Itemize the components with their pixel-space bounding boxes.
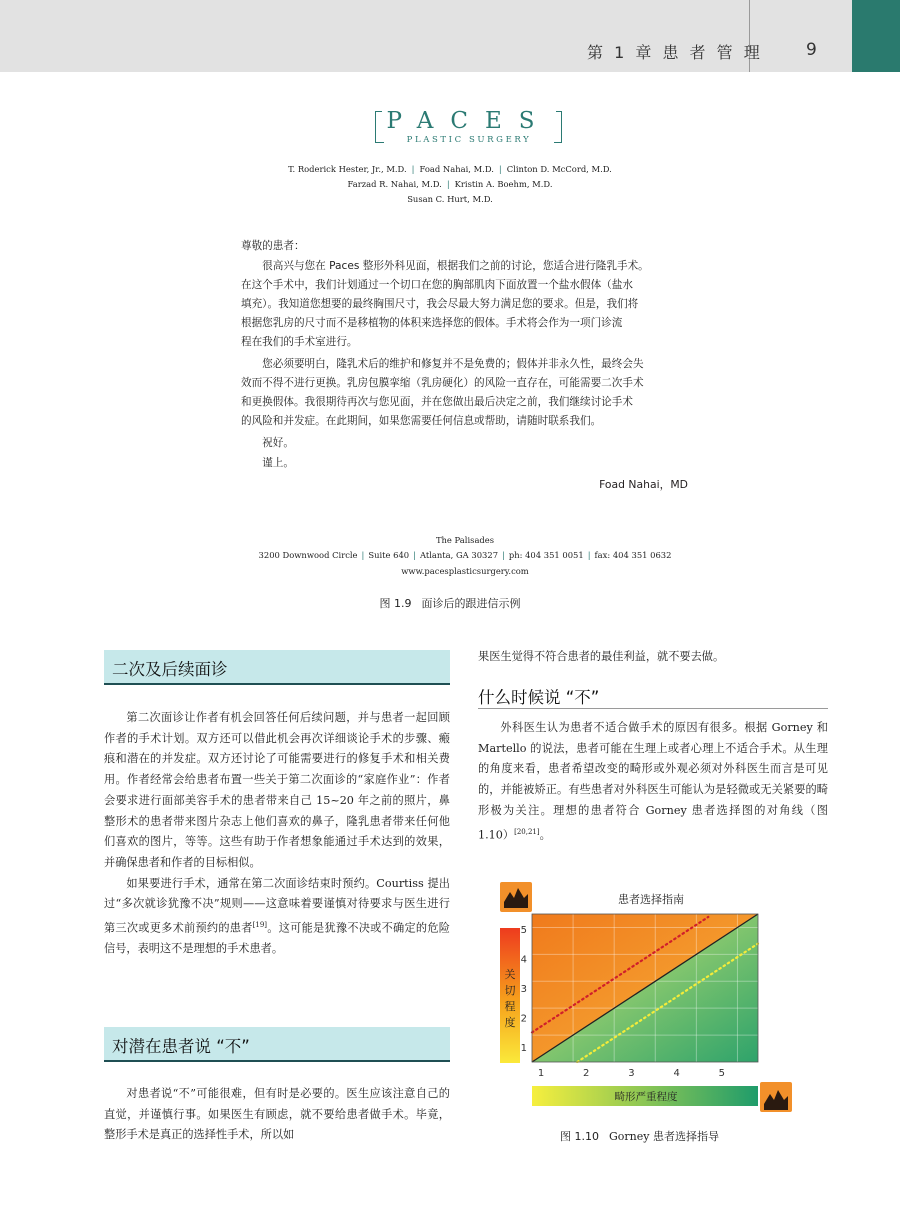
section-rule bbox=[104, 683, 450, 685]
doctor-name: Foad Nahai, M.D. bbox=[419, 164, 494, 174]
footer-line-1: The Palisades bbox=[435, 535, 495, 545]
y-tick-label: 2 bbox=[520, 1013, 527, 1025]
letter-closing-1: 祝好。 bbox=[241, 437, 294, 449]
figure-caption-text: Gorney 患者选择指导 bbox=[609, 1130, 719, 1143]
paragraph-text: 。 bbox=[539, 828, 551, 842]
y-tick-label: 5 bbox=[520, 924, 527, 936]
paragraph: 对患者说“不”可能很难，但有时是必要的。医生应该注意自己的直觉，并谨慎行事。如果医生有顾虑，就不要给患者做手术。毕竟，整形手术是真正的选择性手术，所以如 bbox=[104, 1087, 450, 1142]
letter-line: 和更换假体。我很期待再次与您见面，并在您做出最后决定之前，我们继续讨论手术 bbox=[241, 396, 633, 408]
patient-selection-chart bbox=[496, 878, 812, 1118]
chart-title: 患者选择指南 bbox=[618, 893, 684, 906]
figure-1-9-caption bbox=[200, 595, 700, 611]
chapter-tab bbox=[852, 0, 900, 72]
letter-line: 填充）。我知道您想要的最终胸围尺寸，我会尽最大努力满足您的要求。但是，我们将 bbox=[241, 298, 639, 310]
section-followup-body bbox=[104, 708, 450, 960]
doctor-name: T. Roderick Hester, Jr., M.D. bbox=[288, 164, 407, 174]
doctors-line-3: Susan C. Hurt, M.D. bbox=[407, 194, 493, 204]
letter-line: 效而不得不进行更换。乳房包膜挛缩（乳房硬化）的风险一直存在，可能需要二次手术 bbox=[241, 377, 644, 389]
y-tick-label: 3 bbox=[520, 984, 527, 995]
letter-line: 程在我们的手术室进行。 bbox=[241, 336, 358, 348]
letter-paragraph-2 bbox=[241, 355, 681, 431]
figure-1-10-caption bbox=[560, 1128, 719, 1144]
paragraph: 第二次面诊让作者有机会回答任何后续问题，并与患者一起回顾作者的手术计划。双方还可以借此机会再次详细谈论手术的步骤、瘢痕和潜在的并发症。双方还讨论了可能需要进行的修复手术和相关费用。作者经常会给患者布置一些关于第二次面诊的“家庭作业”：作者会要求进行面部美容手术的患者带来自己 15~20 年之前的照片，鼻整形术的患者带来图片杂志上他们喜欢的鼻子，隆乳患者带来任何他们喜欢的图片，等等。这些有助于作者想象能通过手术达到的效果，并确保患者和作者的目标相似。 bbox=[104, 711, 450, 869]
figure-label: 图 1.10 bbox=[560, 1130, 599, 1143]
plot-area bbox=[521, 914, 758, 1079]
section-title-followup: 二次及后续面诊 bbox=[112, 660, 228, 679]
section-title-say-no: 对潜在患者说 “不” bbox=[112, 1037, 250, 1056]
crowd-icon bbox=[500, 882, 532, 912]
letter-line: 的风险和并发症。在此期间，如果您需要任何信息或帮助，请随时联系我们。 bbox=[241, 415, 602, 427]
footer-item: 3200 Downwood Circle bbox=[258, 550, 358, 560]
citation: [19] bbox=[252, 921, 268, 930]
crowd-icon-small bbox=[760, 1082, 792, 1112]
letter-paragraph-1 bbox=[241, 257, 681, 352]
doctor-name: Kristin A. Boehm, M.D. bbox=[454, 179, 553, 189]
footer-item: ph: 404 351 0051 bbox=[508, 550, 584, 560]
logo-subtitle: PLASTIC SURGERY bbox=[384, 135, 554, 145]
y-tick-label: 1 bbox=[520, 1043, 527, 1055]
x-tick-label: 5 bbox=[718, 1068, 726, 1079]
citation: [20,21] bbox=[514, 827, 540, 836]
letter-line: 在这个手术中，我们计划通过一个切口在您的胸部肌肉下面放置一个盐水假体（盐水 bbox=[241, 279, 633, 291]
logo-paces: PACES bbox=[382, 108, 556, 134]
letter-salutation: 尊敬的患者： bbox=[241, 240, 305, 252]
paragraph-text: 。这可能是犹豫不决或不确定的危险信号，表明这不是理想的手术患者。 bbox=[104, 921, 450, 956]
x-tick-label: 4 bbox=[673, 1068, 680, 1079]
x-axis-label: 畸形严重程度 bbox=[614, 1091, 678, 1103]
footer-address: 3200 Downwood Circle | Suite 640 | Atlanta, GA 30327 | ph: 404 351 0051 | fax: 404 351 0632 bbox=[258, 550, 672, 560]
doctors-line-1: T. Roderick Hester, Jr., M.D. | Foad Nahai, M.D. | Clinton D. McCord, M.D. bbox=[288, 164, 612, 174]
footer-item: Suite 640 bbox=[368, 550, 410, 560]
letter-closing-2: 谨上。 bbox=[241, 457, 294, 469]
letter-line: 根据您乳房的尺寸而不是移植物的体积来选择您的假体。手术将会作为一项门诊流 bbox=[241, 317, 623, 329]
page-number: 9 bbox=[806, 40, 817, 60]
x-tick-label: 2 bbox=[583, 1068, 590, 1079]
letter-signature: Foad Nahai，MD bbox=[599, 478, 688, 491]
section-rule bbox=[478, 708, 828, 709]
section-title-when-no: 什么时候说 “不” bbox=[478, 688, 600, 707]
continuation-text: 果医生觉得不符合患者的最佳利益，就不要去做。 bbox=[478, 650, 725, 663]
section-when-no-body bbox=[478, 718, 828, 846]
x-tick-label: 3 bbox=[628, 1068, 635, 1079]
x-tick-label: 1 bbox=[537, 1068, 545, 1079]
paragraph-text: 外科医生认为患者不适合做手术的原因有很多。根据 Gorney 和 Martello 的说法，患者可能在生理上或者心理上不适合手术。从生理的角度来看，患者希望改变的畸形或外观必须对外科医生而言是可见的，并能被矫正。有些患者对外科医生可能认为是轻微或无关紧要的畸形极为关注。理想的患者符合 Gorney 患者选择图的对角线（图 1.10） bbox=[478, 721, 828, 842]
doctors-line-2: Farzad R. Nahai, M.D. | Kristin A. Boehm, M.D. bbox=[347, 179, 553, 189]
chapter-title: 第 1 章 患 者 管 理 bbox=[587, 43, 763, 62]
section-rule bbox=[104, 1060, 450, 1062]
letter-line: 您必须要明白，隆乳术后的维护和修复并不是免费的；假体并非永久性，最终会失 bbox=[241, 358, 644, 370]
letter-line: 很高兴与您在 Paces 整形外科见面，根据我们之前的讨论，您适合进行隆乳手术。 bbox=[241, 260, 649, 272]
y-axis-label-text: 关切程度 bbox=[504, 968, 516, 1029]
figure-caption-text: 面诊后的跟进信示例 bbox=[421, 597, 521, 610]
doctor-name: Farzad R. Nahai, M.D. bbox=[347, 179, 442, 189]
y-tick-label: 4 bbox=[520, 954, 527, 966]
paragraph-text: 如果要进行手术，通常在第二次面诊结束时预约。Courtiss 提出过“多次就诊犹豫不决”规则——这意味着要谨慎对待要求与医生进行第三次或更多术前预约的患者 bbox=[104, 876, 450, 935]
paragraph bbox=[104, 874, 450, 961]
paragraph bbox=[478, 718, 828, 846]
doctor-name: Clinton D. McCord, M.D. bbox=[506, 164, 612, 174]
footer-item: Atlanta, GA 30327 bbox=[419, 550, 499, 560]
footer-item: fax: 404 351 0632 bbox=[594, 550, 672, 560]
figure-label: 图 1.9 bbox=[379, 597, 412, 610]
section-say-no-body bbox=[104, 1084, 450, 1146]
footer-website: www.pacesplasticsurgery.com bbox=[401, 566, 529, 576]
